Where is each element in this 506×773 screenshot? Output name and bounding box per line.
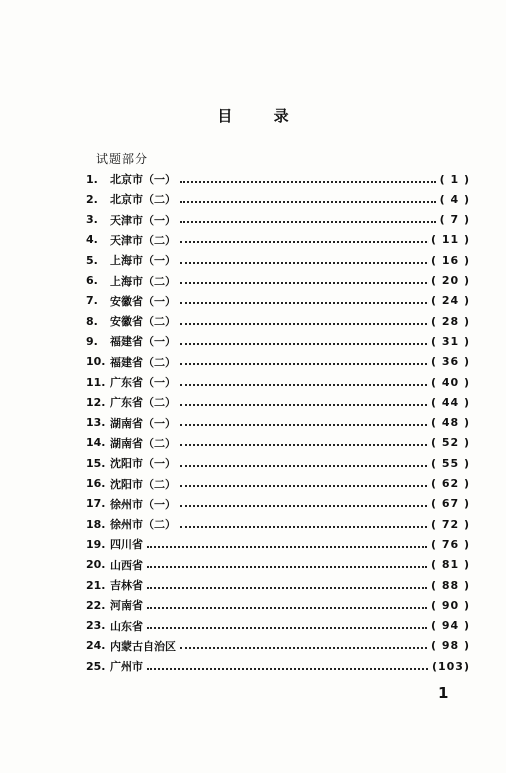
entry-label: 山西省 bbox=[110, 558, 143, 572]
entry-label: 内蒙古自治区 bbox=[110, 639, 176, 653]
entry-page: ( 90 ) bbox=[430, 598, 470, 612]
entry-number: 8. bbox=[86, 314, 98, 328]
toc-entry bbox=[86, 171, 470, 187]
entry-number: 11. bbox=[86, 375, 106, 389]
entry-number: 17. bbox=[86, 497, 106, 511]
entry-page: (103) bbox=[431, 659, 470, 673]
entry-page: ( 48 ) bbox=[430, 416, 470, 430]
entry-page: ( 44 ) bbox=[430, 395, 470, 409]
entry-label: 徐州市（二） bbox=[110, 518, 176, 532]
entry-page: ( 52 ) bbox=[430, 436, 470, 450]
entry-number: 7. bbox=[86, 294, 98, 308]
entry-number: 25. bbox=[86, 659, 106, 673]
entry-label: 湖南省（一） bbox=[110, 416, 176, 430]
entry-number: 9. bbox=[86, 334, 98, 348]
dot-leader bbox=[180, 281, 427, 284]
entry-page: ( 81 ) bbox=[430, 558, 470, 572]
dot-leader bbox=[147, 667, 428, 670]
toc-entry bbox=[86, 455, 470, 471]
toc-entry bbox=[86, 577, 470, 593]
entry-page: ( 31 ) bbox=[430, 334, 470, 348]
entry-label: 吉林省 bbox=[110, 579, 143, 592]
toc-entry bbox=[86, 415, 470, 431]
entry-number: 22. bbox=[86, 598, 106, 612]
dot-leader bbox=[180, 200, 436, 203]
entry-number: 3. bbox=[86, 213, 98, 227]
entry-label: 安徽省（二） bbox=[110, 315, 176, 329]
toc-entry bbox=[86, 212, 470, 228]
entry-page: ( 16 ) bbox=[430, 253, 470, 267]
dot-leader bbox=[180, 301, 427, 304]
entry-label: 沈阳市（一） bbox=[110, 457, 176, 471]
entry-page: ( 4 ) bbox=[439, 192, 470, 206]
dot-leader bbox=[180, 525, 427, 528]
toc-entry bbox=[86, 374, 470, 390]
entry-page: ( 67 ) bbox=[430, 497, 470, 511]
dot-leader bbox=[147, 545, 427, 548]
toc-entry bbox=[86, 273, 470, 289]
toc-entry bbox=[86, 354, 470, 370]
entry-number: 13. bbox=[86, 416, 106, 430]
toc-entry bbox=[86, 435, 470, 451]
toc-entry bbox=[86, 536, 470, 552]
toc-entry bbox=[86, 293, 470, 309]
entry-label: 安徽省（一） bbox=[110, 294, 176, 308]
entry-label: 上海市（二） bbox=[110, 274, 176, 288]
toc-entry bbox=[86, 638, 470, 654]
dot-leader bbox=[180, 362, 427, 365]
entry-page: ( 94 ) bbox=[430, 619, 470, 633]
entry-label: 四川省 bbox=[110, 538, 143, 552]
entry-page: ( 24 ) bbox=[430, 294, 470, 308]
dot-leader bbox=[180, 342, 427, 345]
toc-entry bbox=[86, 658, 470, 674]
entry-number: 16. bbox=[86, 477, 106, 490]
entry-label: 福建省（二） bbox=[110, 355, 176, 369]
entry-number: 4. bbox=[86, 233, 98, 247]
entry-label: 广东省（一） bbox=[110, 376, 176, 389]
entry-page: ( 1 ) bbox=[439, 172, 470, 186]
entry-number: 15. bbox=[86, 456, 106, 470]
toc-entry bbox=[86, 252, 470, 268]
dot-leader bbox=[180, 322, 427, 325]
dot-leader bbox=[147, 606, 427, 609]
dot-leader bbox=[180, 504, 427, 507]
dot-leader bbox=[180, 423, 427, 426]
entry-label: 福建省（一） bbox=[110, 335, 176, 349]
entry-page: ( 98 ) bbox=[430, 639, 470, 653]
entry-number: 23. bbox=[86, 619, 106, 633]
entry-number: 1. bbox=[86, 172, 98, 186]
entry-page: ( 28 ) bbox=[430, 314, 470, 328]
toc-entry bbox=[86, 476, 470, 492]
entry-page: ( 40 ) bbox=[430, 375, 470, 389]
entry-page: ( 7 ) bbox=[439, 213, 470, 227]
toc-entry bbox=[86, 597, 470, 613]
toc-entry bbox=[86, 618, 470, 634]
entry-page: ( 88 ) bbox=[430, 578, 470, 592]
entry-label: 徐州市（一） bbox=[110, 497, 176, 511]
page-number: 1 bbox=[438, 684, 449, 702]
entry-page: ( 62 ) bbox=[430, 477, 470, 490]
entry-page: ( 11 ) bbox=[430, 233, 470, 247]
entry-label: 上海市（一） bbox=[110, 254, 176, 268]
dot-leader bbox=[180, 383, 427, 386]
dot-leader bbox=[180, 240, 427, 243]
dot-leader bbox=[180, 261, 427, 264]
dot-leader bbox=[180, 220, 436, 223]
dot-leader bbox=[180, 464, 427, 467]
entry-label: 山东省 bbox=[110, 619, 143, 633]
dot-leader bbox=[147, 565, 427, 568]
section-label: 试题部分 bbox=[96, 152, 149, 166]
entry-number: 20. bbox=[86, 558, 106, 572]
entry-number: 6. bbox=[86, 274, 98, 287]
dot-leader bbox=[180, 646, 427, 649]
dot-leader bbox=[147, 626, 427, 629]
entry-page: ( 76 ) bbox=[430, 537, 470, 551]
entry-page: ( 72 ) bbox=[430, 517, 470, 531]
entry-label: 广州市 bbox=[110, 660, 143, 674]
entry-number: 24. bbox=[86, 639, 106, 653]
entry-label: 沈阳市（二） bbox=[110, 477, 176, 491]
entry-label: 天津市（一） bbox=[110, 213, 176, 227]
entry-page: ( 36 ) bbox=[430, 355, 470, 369]
entry-number: 21. bbox=[86, 578, 106, 592]
entry-label: 北京市（二） bbox=[110, 193, 176, 207]
entry-page: ( 55 ) bbox=[430, 456, 470, 470]
entry-label: 湖南省（二） bbox=[110, 436, 176, 450]
entry-page: ( 20 ) bbox=[430, 274, 470, 287]
entry-label: 河南省 bbox=[110, 599, 143, 613]
dot-leader bbox=[147, 586, 427, 589]
entry-number: 19. bbox=[86, 537, 106, 551]
dot-leader bbox=[180, 484, 427, 487]
toc-title: 目 录 bbox=[217, 107, 307, 125]
entry-label: 天津市（二） bbox=[110, 233, 176, 247]
dot-leader bbox=[180, 403, 427, 406]
entry-number: 2. bbox=[86, 192, 98, 206]
toc-entry bbox=[86, 313, 470, 329]
toc-entry bbox=[86, 557, 470, 573]
entry-label: 北京市（一） bbox=[110, 173, 176, 186]
toc-entry bbox=[86, 516, 470, 532]
toc-entry bbox=[86, 496, 470, 512]
dot-leader bbox=[180, 180, 436, 183]
entry-number: 5. bbox=[86, 253, 98, 267]
toc-entry bbox=[86, 394, 470, 410]
toc-entry bbox=[86, 191, 470, 207]
entry-label: 广东省（二） bbox=[110, 396, 176, 410]
toc-entry bbox=[86, 333, 470, 349]
toc-entry bbox=[86, 232, 470, 248]
entry-number: 12. bbox=[86, 395, 106, 409]
entry-number: 14. bbox=[86, 436, 106, 450]
entry-number: 10. bbox=[86, 355, 106, 369]
dot-leader bbox=[180, 443, 427, 446]
entry-number: 18. bbox=[86, 517, 106, 531]
